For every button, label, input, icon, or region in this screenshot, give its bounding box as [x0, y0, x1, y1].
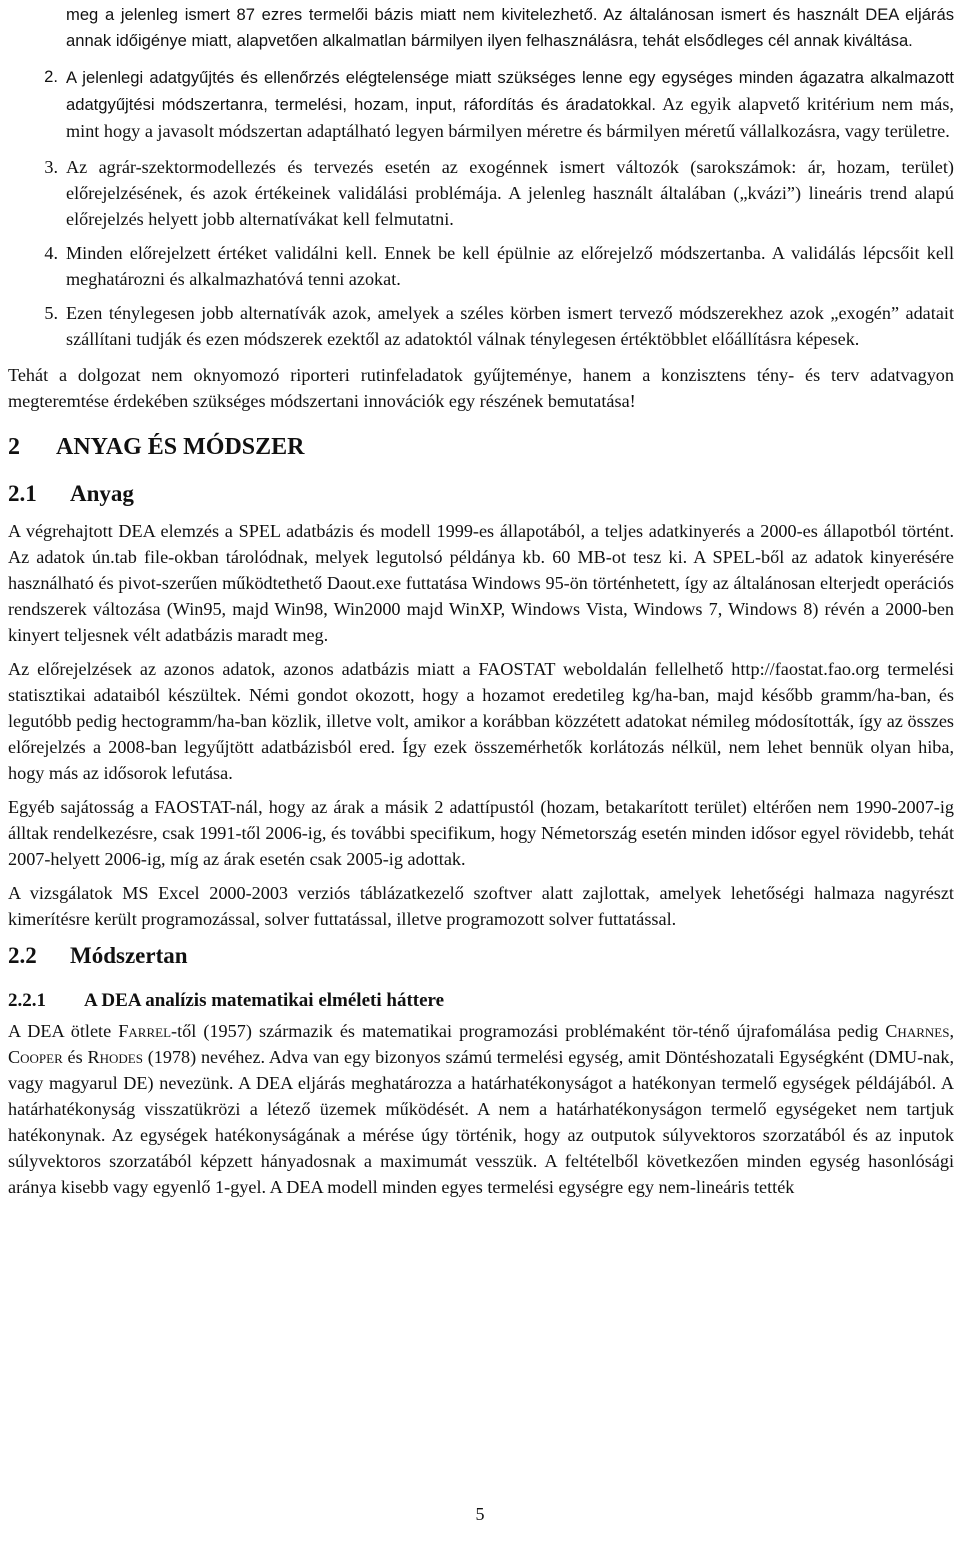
section-title: Módszertan: [70, 943, 188, 968]
section-number: 2: [8, 434, 20, 460]
summary-paragraph: Tehát a dolgozat nem oknyomozó riporteri rutinfeladatok gyűjteménye, hanem a konzisztens tény- és terv adatvagyon megteremtése érdekében szükséges módszertani innovációk egy részének bemutatása!: [8, 365, 954, 411]
list-item-text-serif: Az egyik alapvető kritérium nem más, mint hogy a javasolt módszertan adaptálható legyen bármilyen méretre és bármilyen méretű vállalkozásra, vagy területre.: [66, 94, 954, 141]
section-heading-2: [8, 422, 954, 472]
body-paragraph: A végrehajtott DEA elemzés a SPEL adatbázis és modell 1999-es állapotából, a teljes adatkinyerés a 2000-es állapotból történt. Az adatok ún.tab file-okban tárolódnak, melyek legutolsó példánya kb. 60 MB-ot tesz ki. A SPEL-ből az adatok kinyerésére használható és pivot-szerűen működtethető Daout.exe futtatása Windows 95-ön történhetett, így az általánosan elterjedt operációs rendszerek változása (Win95, majd Win98, Win2000 majd WinXP, Windows Vista, Windows 7, Windows 8) révén a 2000-ben kinyert teljesnek vélt adatbázis maradt meg.: [8, 521, 954, 645]
page-number: 5: [475, 1504, 485, 1524]
text-run: -től (1957) származik és matematikai programozási problémaként tör-ténő újrafomálása pedig: [171, 1021, 886, 1041]
author-name: Farrel: [118, 1021, 172, 1041]
author-name: Cooper: [8, 1047, 63, 1067]
text-run: A DEA ötlete: [8, 1021, 119, 1041]
list-item-text: Ezen ténylegesen jobb alternatívák azok, amelyek a széles körben ismert tervező módszerekhez azok „exogén” adatait szállítani tudják és ezen módszerek ezektől az adatoktól válnak ténylegesen értéktöbblet előállításra képesek.: [66, 303, 954, 349]
list-item-number: 3.: [44, 157, 58, 177]
list-item: [8, 300, 954, 352]
section-heading-2-1: [8, 472, 954, 516]
list-item-number: 2.: [44, 67, 58, 86]
section-title: A DEA analízis matematikai elméleti háttere: [84, 990, 445, 1011]
section-number: 2.1: [8, 481, 37, 506]
section-number: 2.2.1: [8, 990, 46, 1011]
list-item-text: [66, 64, 954, 144]
text-run: ,: [949, 1021, 954, 1041]
body-paragraph: [8, 1018, 954, 1200]
text-run: és: [62, 1047, 88, 1067]
list-item-text: Minden előrejelzett értéket validálni kell. Ennek be kell épülnie az előrejelző módszertanba. A validálás lépcsőit kell meghatározni és alkalmazhatóvá tenni azokat.: [66, 243, 954, 289]
body-paragraph: A vizsgálatok MS Excel 2000-2003 verziós táblázatkezelő szoftver alatt zajlottak, amelyek lehetőségi halmaza nagyrészt kimerítésre került programozással, solver futtatással, illetve programozott solver futtatással.: [8, 883, 954, 929]
list-item-number: 5.: [44, 303, 58, 323]
text-run: (1978) nevéhez. Adva van egy bizonyos számú termelési egység, amit Döntéshozatali Egységként (DMU-nak, vagy magyarul DE) nevezünk. A DEA eljárás meghatározza a határhatékonyságot a hatékonyan termelő egységek példájából. A határhatékonyság visszatükrözi a létező üzemek működését. A nem a határhatékonyságon termelő egységeket nem tartjuk hatékonynak. Az egységek hatékonyságának a mérése úgy történik, hogy az outputok súlyvektoros szorzatából és az inputok súlyvektoros szorzatából képzett hányadosnak a maximumát vesszük. A feltételből következően minden egység hasonlósági aránya kisebb vagy egyenlő 1-gyel. A DEA modell minden egyes termelési egységre egy nem-lineáris tették: [8, 1047, 954, 1197]
section-heading-2-2: [8, 934, 954, 978]
list-item-text: Az agrár-szektormodellezés és tervezés esetén az exogénnek ismert változók (sarokszámok: ár, hozam, terület) előrejelzésének, és azok értékeinek validálási problémája. A jelenleg használt általában („kvázi”) lineáris trend alapú előrejelzés helyett jobb alternatívákat kell felmutatni.: [66, 157, 954, 229]
list-item-text-sans: A jelenlegi adatgyűjtés és ellenőrzés elégtelensége miatt szükséges lenne egy egységes minden ágazatra alkalmazott adatgyűjtési módszertanra, termelési, hozam, input, ráfordítás és áradatokkal.: [66, 68, 954, 114]
body-paragraph: Egyéb sajátosság a FAOSTAT-nál, hogy az árak a másik 2 adattípustól (hozam, betakarított terület) eltérően nem 1990-2007-ig álltak rendelkezésre, csak 1991-től 2006-ig, és további specifikum, hogy Németország esetén minden idősor egyel rövidebb, tehát 2007-helyett 2006-ig, míg az árak esetén csak 2005-ig adottak.: [8, 797, 954, 869]
list-item: [8, 154, 954, 232]
section-title: ANYAG ÉS MÓDSZER: [56, 434, 305, 460]
author-name: Rhodes: [87, 1047, 143, 1067]
list-item: [8, 240, 954, 292]
section-number: 2.2: [8, 943, 37, 968]
list-item: [8, 64, 954, 144]
intro-continuation: meg a jelenleg ismert 87 ezres termelői bázis miatt nem kivitelezhető. Az általánosan ismert és használt DEA eljárás annak időigénye miatt, alapvetően alkalmatlan bármilyen ilyen felhasználásra, tehát elsődleges cél annak kiváltása.: [66, 5, 954, 50]
body-paragraph: Az előrejelzések az azonos adatok, azonos adatbázis miatt a FAOSTAT weboldalán fellelhető http://faostat.fao.org termelési statisztikai adataiból készültek. Némi gondot okozott, hogy a hozamot eredetileg kg/ha-ban, majd később gramm/ha-ban, és legutóbb pedig hectogramm/ha-ban közlik, illetve volt, amikor a korábban közzétett adatokat némileg módosították, így az összes előrejelzés a 2008-ban legyűjtött adatbázisból ered. Így ezek összemérhetők korlátozás nélkül, nem lehet bennük olyan hiba, hogy más az idősorok lefutása.: [8, 659, 954, 783]
section-title: Anyag: [70, 481, 134, 506]
author-name: Charnes: [885, 1021, 950, 1041]
list-item-number: 4.: [44, 243, 58, 263]
section-heading-2-2-1: [8, 984, 954, 1018]
